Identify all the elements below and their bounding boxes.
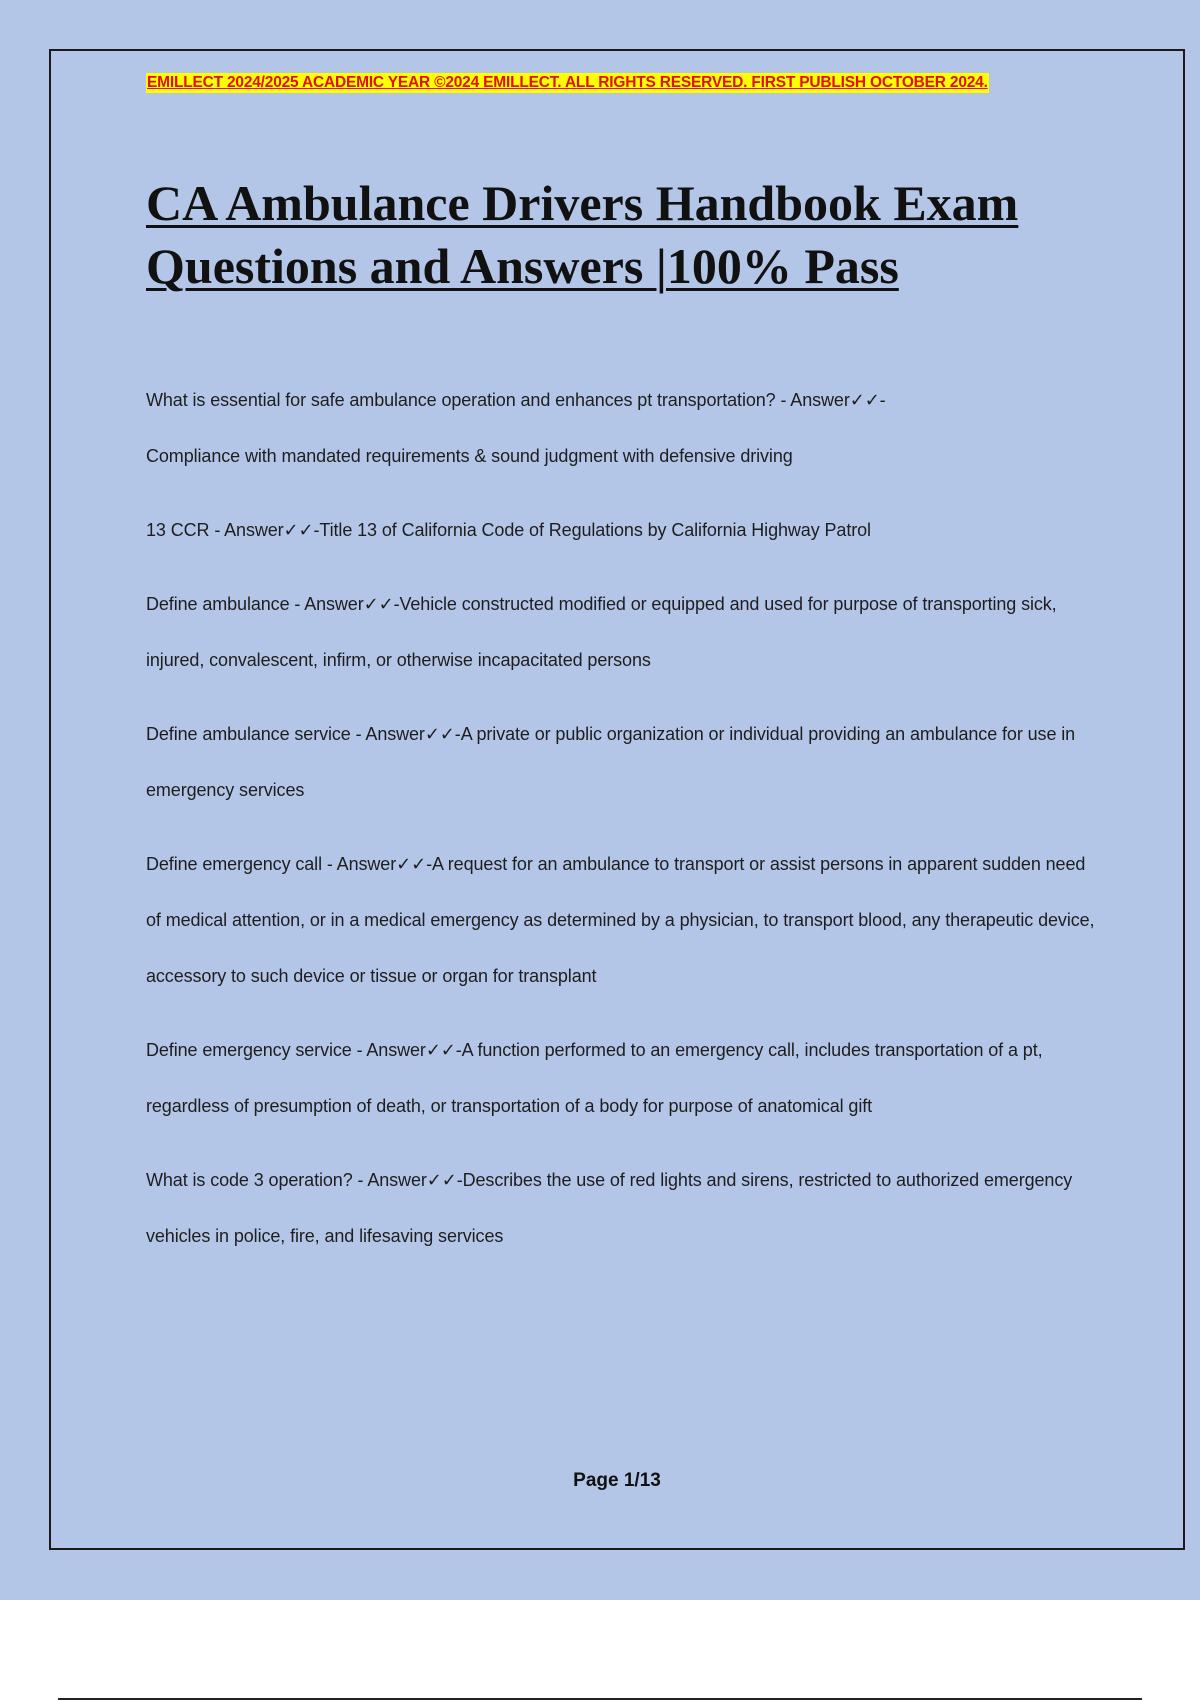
qa-item xyxy=(146,1152,1096,1264)
question-text: Define emergency call - Answer✓✓- xyxy=(146,854,432,874)
qa-item xyxy=(146,372,1096,484)
qa-list xyxy=(146,372,1096,1282)
answer-text: Vehicle constructed modified or equipped and used for purpose of transporting sick, injured, convalescent, infirm, or otherwise incapacitated persons xyxy=(146,594,1057,670)
qa-item xyxy=(146,836,1096,1004)
answer-text: Compliance with mandated requirements & sound judgment with defensive driving xyxy=(146,446,793,466)
question-text: What is essential for safe ambulance operation and enhances pt transportation? - Answer✓✓- xyxy=(146,390,886,410)
qa-item xyxy=(146,576,1096,688)
question-text: Define ambulance - Answer✓✓- xyxy=(146,594,400,614)
question-text: Define emergency service - Answer✓✓- xyxy=(146,1040,462,1060)
title-line-1: CA Ambulance Drivers Handbook Exam xyxy=(146,175,1019,231)
answer-text: Describes the use of red lights and sirens, restricted to authorized emergency vehicles in police, fire, and lifesaving services xyxy=(146,1170,1073,1246)
answer-text: A private or public organization or individual providing an ambulance for use in emergency services xyxy=(146,724,1076,800)
answer-text: A request for an ambulance to transport or assist persons in apparent sudden need of medical attention, or in a medical emergency as determined by a physician, to transport blood, any therapeutic device, accessory to such device or tissue or organ for transplant xyxy=(146,854,1095,986)
document-title xyxy=(146,172,1106,298)
question-text: Define ambulance service - Answer✓✓- xyxy=(146,724,461,744)
qa-item xyxy=(146,1022,1096,1134)
answer-text: Title 13 of California Code of Regulations by California Highway Patrol xyxy=(319,520,871,540)
page-number: Page 1/13 xyxy=(573,1470,661,1491)
copyright-banner: EMILLECT 2024/2025 ACADEMIC YEAR ©2024 EMILLECT. ALL RIGHTS RESERVED. FIRST PUBLISH OCTOBER 2024. xyxy=(147,74,988,91)
title-line-2: Questions and Answers |100% Pass xyxy=(146,238,899,294)
qa-item xyxy=(146,502,1096,558)
question-text: 13 CCR - Answer✓✓- xyxy=(146,520,320,540)
question-text: What is code 3 operation? - Answer✓✓- xyxy=(146,1170,463,1190)
qa-item xyxy=(146,706,1096,818)
answer-text: A function performed to an emergency call, includes transportation of a pt, regardless of presumption of death, or transportation of a body for purpose of anatomical gift xyxy=(146,1040,1043,1116)
